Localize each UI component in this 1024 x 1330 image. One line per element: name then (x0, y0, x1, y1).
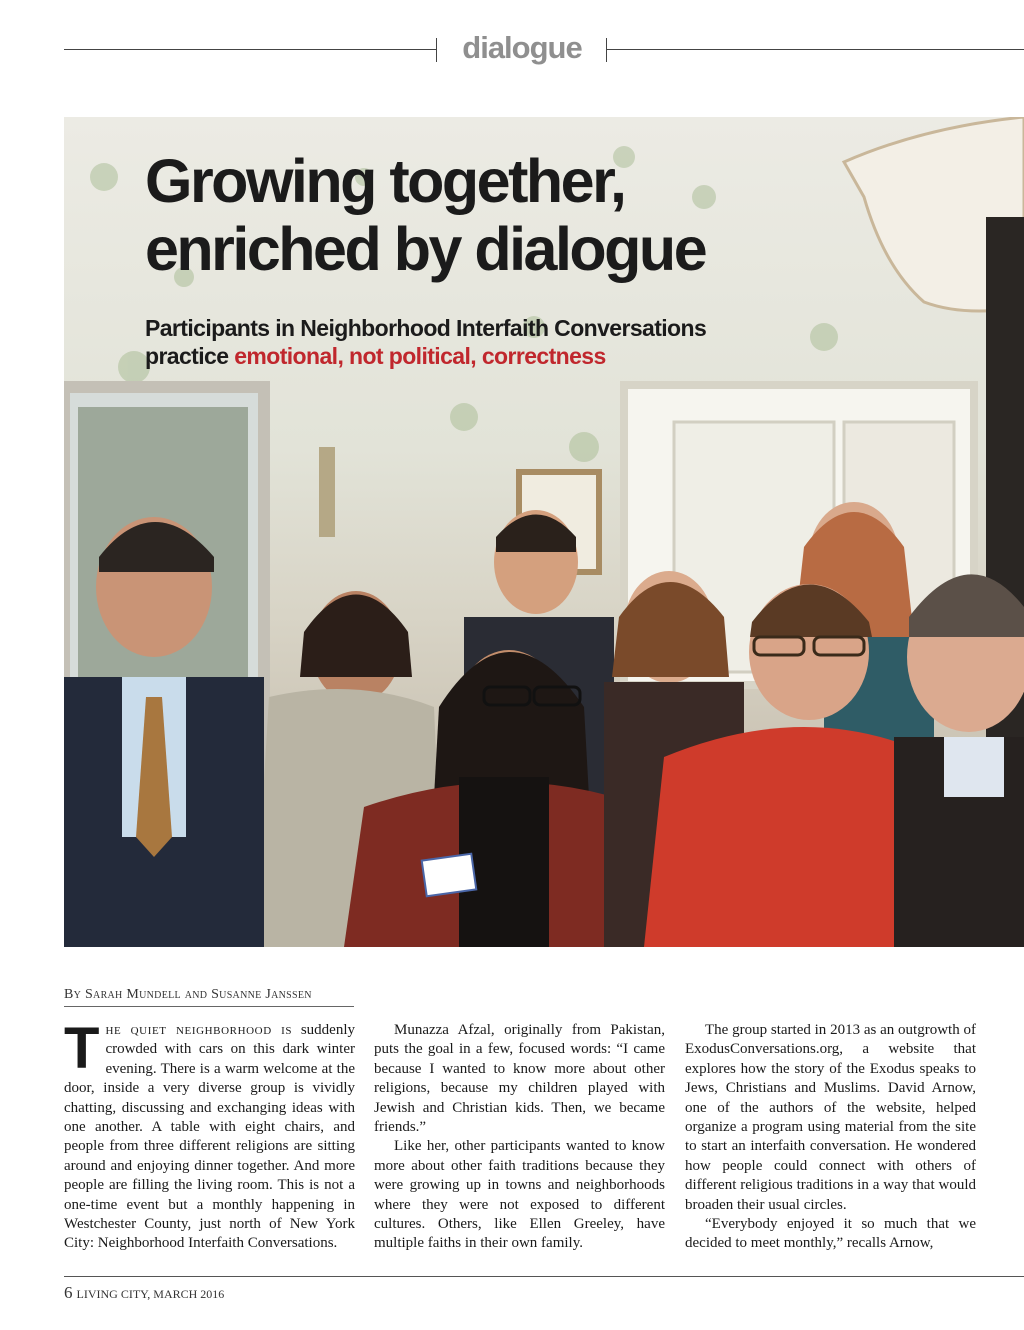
footer-rule (64, 1276, 1024, 1277)
paragraph: The group started in 2013 as an outgrowth of ExodusConversations.org, a website that explores how the story of the Exodus speaks to Jews, Christians and Muslims. David Arnow, one of the authors of the website, helped organize a program using material from the site to start an interfaith conversation. He wondered how people could connect with others of different religious traditions in a way that would broaden their usual circles. (685, 1022, 976, 1213)
drop-cap: T (64, 1016, 100, 1081)
header-rule-right (606, 49, 1024, 50)
byline: By Sarah Mundell and Susanne Janssen (64, 987, 312, 1002)
byline-rule (64, 1006, 354, 1007)
article-column-2 (374, 1021, 665, 1254)
article-column-3 (685, 1021, 976, 1254)
subhead-line-2-plain: practice (145, 343, 235, 369)
headline-line-2: enriched by dialogue (145, 215, 706, 283)
header-rule-left (64, 49, 436, 50)
header-tick-right (606, 38, 607, 62)
header-tick-left (436, 38, 437, 62)
lead-text: suddenly crowded with cars on this dark winter evening. There is a warm welcome at the door, inside a very diverse group is vividly chatting, discussing and exchanging ideas with one another. A table with eight chairs, and people from three different religions are sitting around and enjoying dinner together. And more people are filling the living room. This is not a one-time event but a monthly happening in Westchester County, just north of New York City: Neighborhood Interfaith Conversations. (64, 1022, 355, 1252)
subhead-line-2-highlight: emotional, not political, correctness (234, 343, 606, 369)
page-number: 6 (64, 1283, 73, 1302)
article-lead-paragraph (64, 1016, 355, 1254)
publication-name: LIVING CITY, MARCH 2016 (76, 1287, 225, 1301)
lead-smallcaps: he quiet neighborhood is (105, 1022, 293, 1038)
subheadline (145, 314, 706, 370)
page-footer (64, 1283, 224, 1303)
article-column-1 (64, 1016, 355, 1254)
headline-line-1: Growing together, (145, 147, 625, 215)
paragraph: Munazza Afzal, originally from Pakistan, puts the goal in a few, focused words: “I came because I wanted to know more about other religions, because my children played with Jewish and Christian kids. Then, we became friends.” (374, 1022, 665, 1136)
subhead-line-1: Participants in Neighborhood Interfaith Conversations (145, 315, 707, 341)
section-label: dialogue (462, 30, 582, 65)
headline (145, 147, 705, 283)
paragraph: Like her, other participants wanted to know more about other faith traditions because they were growing up in towns and neighborhoods where they were not exposed to different cultures. Others, like Ellen Greeley, have multiple faiths in their own family. (374, 1138, 665, 1252)
paragraph: “Everybody enjoyed it so much that we decided to meet monthly,” recalls Arnow, (685, 1216, 976, 1252)
